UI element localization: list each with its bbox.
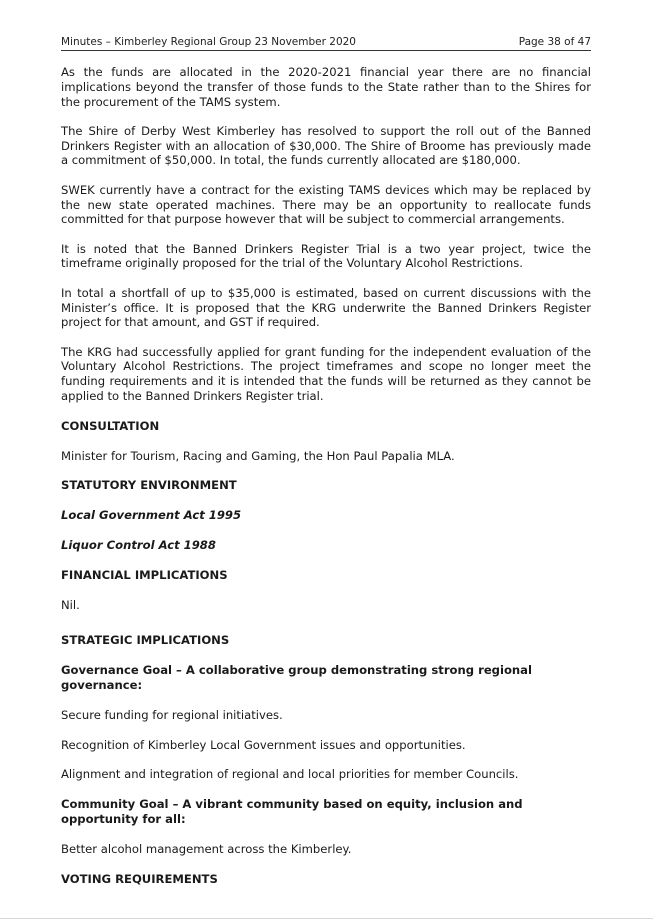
document-title: Minutes – Kimberley Regional Group 23 November 2020	[61, 36, 356, 48]
paragraph-grant-funding: The KRG had successfully applied for grant funding for the independent evaluation of the Voluntary Alcohol Restrictions. The project timeframes and scope no longer meet the funding requirements and it is intended that the funds will be returned as they cannot be applied to the Banned Drinkers Register trial.	[61, 344, 591, 404]
consultation-text: Minister for Tourism, Racing and Gaming, the Hon Paul Papalia MLA.	[61, 448, 455, 463]
paragraph-swek-contract: SWEK currently have a contract for the existing TAMS devices which may be replaced by the new state operated machines. There may be an opportunity to reallocate funds committed for that purpose however that will be subject to commercial arrangements.	[61, 182, 591, 227]
community-goal: Community Goal – A vibrant community based on equity, inclusion and opportunity for all:	[61, 797, 523, 826]
heading-consultation: CONSULTATION	[61, 418, 160, 433]
page-number: Page 38 of 47	[518, 36, 591, 48]
governance-item: Secure funding for regional initiatives.	[61, 707, 283, 722]
governance-item: Alignment and integration of regional and local priorities for member Councils.	[61, 767, 519, 782]
paragraph-shortfall: In total a shortfall of up to $35,000 is estimated, based on current discussions with the Minister’s office. It is proposed that the KRG underwrite the Banned Drinkers Register project for that amount, and GST if required.	[61, 285, 591, 330]
paragraph-funds-allocation: As the funds are allocated in the 2020-2021 financial year there are no financial implications beyond the transfer of those funds to the State rather than to the Shires for the procurement of the TAMS system.	[61, 65, 591, 109]
community-item: Better alcohol management across the Kimberley.	[61, 841, 352, 856]
document-body	[61, 65, 591, 886]
page-header	[61, 36, 591, 51]
heading-statutory-environment: STATUTORY ENVIRONMENT	[61, 478, 237, 493]
governance-goal: Governance Goal – A collaborative group demonstrating strong regional governance:	[61, 663, 532, 693]
heading-financial-implications: FINANCIAL IMPLICATIONS	[61, 567, 228, 582]
heading-voting-requirements: VOTING REQUIREMENTS	[61, 871, 218, 886]
financial-text: Nil.	[61, 597, 80, 612]
page-bottom-divider	[0, 918, 653, 919]
act-local-government: Local Government Act 1995	[61, 508, 242, 523]
governance-item: Recognition of Kimberley Local Government issues and opportunities.	[61, 737, 466, 752]
paragraph-trial-duration: It is noted that the Banned Drinkers Register Trial is a two year project, twice the timeframe originally proposed for the trial of the Voluntary Alcohol Restrictions.	[61, 241, 591, 271]
heading-strategic-implications: STRATEGIC IMPLICATIONS	[61, 633, 230, 648]
act-liquor-control: Liquor Control Act 1988	[61, 538, 216, 553]
paragraph-derby-allocation: The Shire of Derby West Kimberley has resolved to support the roll out of the Banned Drinkers Register with an allocation of $30,000. The Shire of Broome has previously made a commitment of $50,000. In total, the funds currently allocated are $180,000.	[61, 123, 591, 168]
